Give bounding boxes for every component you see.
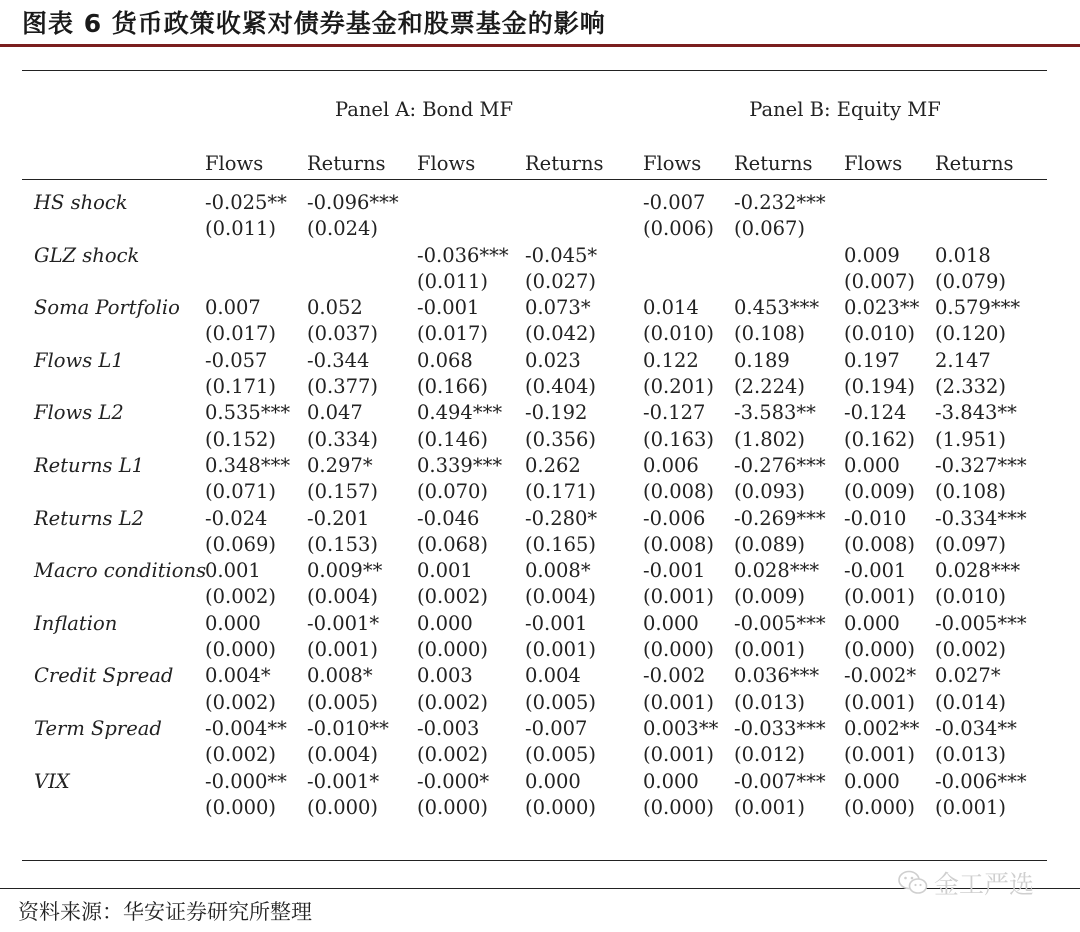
- coefficient-cell: -0.024: [205, 506, 268, 530]
- coefficient-cell: 0.339***: [417, 453, 503, 477]
- coefficient-cell: 0.000: [643, 611, 699, 635]
- standard-error-cell: (0.001): [734, 638, 806, 662]
- standard-error-cell: (0.004): [307, 743, 379, 767]
- coefficient-cell: -3.583**: [734, 401, 816, 425]
- coefficient-cell: -0.007: [643, 191, 706, 214]
- standard-error-cell: (2.332): [935, 375, 1007, 399]
- standard-error-cell: (0.004): [307, 585, 379, 609]
- coefficient-cell: 0.068: [417, 348, 473, 372]
- standard-error-row: [22, 795, 1047, 821]
- standard-error-cell: [205, 269, 307, 295]
- coefficient-row: [22, 506, 1047, 532]
- coefficient-cell: -0.201: [307, 506, 370, 530]
- standard-error-cell: (0.002): [205, 585, 277, 609]
- coefficient-cell: 0.002**: [844, 716, 920, 740]
- panel-b-label: Panel B: Equity MF: [749, 98, 941, 121]
- coefficient-cell: 0.003**: [643, 716, 719, 740]
- coefficient-cell: 0.000: [205, 611, 261, 635]
- variable-name: Macro conditions: [34, 559, 207, 583]
- coefficient-cell: -0.003: [417, 716, 480, 740]
- coefficient-cell: -0.046: [417, 506, 480, 530]
- standard-error-cell: [734, 269, 844, 295]
- standard-error-row: [22, 690, 1047, 716]
- standard-error-cell: (0.002): [205, 690, 277, 714]
- standard-error-cell: (0.010): [844, 322, 916, 346]
- coefficient-cell: -0.192: [525, 401, 588, 425]
- standard-error-cell: (0.166): [417, 375, 489, 399]
- standard-error-cell: (1.951): [935, 427, 1007, 451]
- coefficient-cell: -0.036***: [417, 243, 509, 267]
- standard-error-row: [22, 269, 1047, 295]
- standard-error-cell: (2.224): [734, 375, 806, 399]
- standard-error-cell: (0.002): [935, 638, 1007, 662]
- standard-error-row: [22, 532, 1047, 558]
- standard-error-cell: (0.027): [525, 269, 597, 293]
- coefficient-row: [22, 295, 1047, 321]
- variable-name: Returns L2: [34, 506, 145, 530]
- standard-error-row: [22, 742, 1047, 768]
- standard-error-cell: (0.037): [307, 322, 379, 346]
- panel-header-row: [22, 71, 1047, 149]
- coefficient-cell: -0.004**: [205, 716, 287, 740]
- coefficient-cell: 0.014: [643, 296, 699, 320]
- standard-error-cell: (0.006): [643, 217, 715, 241]
- column-header: Flows: [417, 152, 476, 175]
- coefficient-cell: -0.045*: [525, 243, 598, 267]
- standard-error-cell: (0.002): [417, 690, 489, 714]
- coefficient-cell: [844, 190, 935, 216]
- coefficient-cell: [734, 243, 844, 269]
- coefficient-cell: [417, 190, 525, 216]
- coefficient-cell: 0.000: [643, 769, 699, 793]
- figure-title: 图表 6 货币政策收紧对债券基金和股票基金的影响: [22, 9, 606, 38]
- standard-error-cell: (0.008): [643, 532, 715, 556]
- coefficient-cell: 0.001: [417, 559, 473, 583]
- coefficient-cell: 0.023: [525, 348, 581, 372]
- variable-name: Term Spread: [34, 716, 162, 740]
- standard-error-cell: (0.013): [935, 743, 1007, 767]
- coefficient-cell: 0.297*: [307, 453, 373, 477]
- panel-a-label: Panel A: Bond MF: [334, 98, 514, 121]
- standard-error-cell: (0.069): [205, 532, 277, 556]
- coefficient-cell: -0.001: [844, 559, 907, 583]
- standard-error-cell: (0.108): [935, 480, 1007, 504]
- coefficient-cell: 0.047: [307, 401, 363, 425]
- standard-error-cell: (0.042): [525, 322, 597, 346]
- standard-error-cell: (0.012): [734, 743, 806, 767]
- standard-error-cell: (0.000): [205, 638, 277, 662]
- coefficient-cell: 0.006: [643, 453, 699, 477]
- coefficient-cell: -0.010**: [307, 716, 389, 740]
- variable-name: VIX: [34, 769, 70, 793]
- coefficient-cell: 0.028***: [935, 559, 1021, 583]
- standard-error-cell: (0.108): [734, 322, 806, 346]
- coefficient-cell: -0.269***: [734, 506, 826, 530]
- standard-error-cell: (0.000): [844, 795, 916, 819]
- coefficient-cell: 0.009**: [307, 559, 383, 583]
- coefficient-cell: -0.057: [205, 348, 268, 372]
- column-header-row: [22, 149, 1047, 180]
- coefficient-cell: -0.006: [643, 506, 706, 530]
- standard-error-cell: (0.011): [417, 269, 489, 293]
- coefficient-row: [22, 716, 1047, 742]
- coefficient-row: [22, 400, 1047, 426]
- source-note: 资料来源：华安证券研究所整理: [18, 900, 312, 924]
- standard-error-cell: (0.011): [205, 217, 277, 241]
- coefficient-cell: -3.843**: [935, 401, 1017, 425]
- standard-error-cell: (0.002): [417, 585, 489, 609]
- coefficient-cell: -0.232***: [734, 191, 826, 214]
- coefficient-cell: [935, 190, 1047, 216]
- standard-error-cell: (0.009): [844, 480, 916, 504]
- coefficient-row: [22, 190, 1047, 216]
- standard-error-cell: (0.000): [205, 795, 277, 819]
- standard-error-cell: (0.165): [525, 532, 597, 556]
- coefficient-cell: -0.327***: [935, 453, 1027, 477]
- variable-name: Returns L1: [34, 453, 145, 477]
- coefficient-cell: -0.006***: [935, 769, 1027, 793]
- regression-table: [22, 71, 1047, 821]
- coefficient-cell: -0.001*: [307, 611, 380, 635]
- standard-error-cell: (0.004): [525, 585, 597, 609]
- table-bottom-rule: [22, 860, 1047, 861]
- coefficient-cell: -0.025**: [205, 191, 287, 214]
- coefficient-cell: 0.003: [417, 664, 473, 688]
- standard-error-cell: [525, 216, 643, 242]
- coefficient-cell: -0.002: [643, 664, 706, 688]
- column-header: Flows: [844, 152, 903, 175]
- standard-error-cell: (0.010): [643, 322, 715, 346]
- coefficient-cell: 0.000: [844, 769, 900, 793]
- coefficient-cell: 0.453***: [734, 296, 820, 320]
- standard-error-cell: (0.017): [205, 322, 277, 346]
- standard-error-cell: (0.000): [844, 638, 916, 662]
- coefficient-cell: 0.535***: [205, 401, 291, 425]
- coefficient-cell: -0.344: [307, 348, 370, 372]
- standard-error-cell: [935, 216, 1047, 242]
- coefficient-cell: 0.000: [525, 769, 581, 793]
- variable-name: HS shock: [34, 191, 128, 214]
- coefficient-cell: -0.007: [525, 716, 588, 740]
- coefficient-cell: 0.052: [307, 296, 363, 320]
- standard-error-cell: (0.009): [734, 585, 806, 609]
- standard-error-cell: (0.001): [844, 743, 916, 767]
- standard-error-cell: (0.001): [734, 795, 806, 819]
- standard-error-cell: (0.001): [844, 690, 916, 714]
- coefficient-cell: -0.334***: [935, 506, 1027, 530]
- coefficient-cell: 0.001: [205, 559, 261, 583]
- coefficient-cell: 0.004: [525, 664, 581, 688]
- standard-error-cell: (0.162): [844, 427, 916, 451]
- coefficient-cell: 0.008*: [307, 664, 373, 688]
- standard-error-cell: (0.000): [643, 795, 715, 819]
- coefficient-cell: -0.280*: [525, 506, 598, 530]
- standard-error-cell: (0.005): [307, 690, 379, 714]
- standard-error-cell: (0.001): [525, 638, 597, 662]
- standard-error-cell: (0.097): [935, 532, 1007, 556]
- standard-error-cell: (0.017): [417, 322, 489, 346]
- coefficient-cell: 0.197: [844, 348, 900, 372]
- coefficient-row: [22, 453, 1047, 479]
- coefficient-row: [22, 558, 1047, 584]
- variable-name: Flows L2: [34, 401, 124, 425]
- column-header: Flows: [643, 152, 702, 175]
- standard-error-cell: (0.146): [417, 427, 489, 451]
- standard-error-cell: (0.404): [525, 375, 597, 399]
- standard-error-row: [22, 216, 1047, 242]
- standard-error-cell: (0.008): [643, 480, 715, 504]
- standard-error-cell: (0.001): [643, 743, 715, 767]
- coefficient-cell: 0.008*: [525, 559, 591, 583]
- standard-error-cell: (0.014): [935, 690, 1007, 714]
- column-header: Returns: [935, 152, 1014, 175]
- coefficient-cell: 0.036***: [734, 664, 820, 688]
- coefficient-cell: -0.096***: [307, 191, 399, 214]
- coefficient-cell: -0.007***: [734, 769, 826, 793]
- coefficient-cell: 0.262: [525, 453, 581, 477]
- standard-error-cell: (0.089): [734, 532, 806, 556]
- coefficient-cell: 0.007: [205, 296, 261, 320]
- standard-error-cell: (0.000): [307, 795, 379, 819]
- standard-error-cell: (0.000): [643, 638, 715, 662]
- variable-name: GLZ shock: [34, 243, 140, 267]
- standard-error-cell: (0.070): [417, 480, 489, 504]
- standard-error-cell: (0.000): [525, 795, 597, 819]
- standard-error-cell: (0.005): [525, 743, 597, 767]
- coefficient-cell: 0.579***: [935, 296, 1021, 320]
- standard-error-cell: (0.201): [643, 375, 715, 399]
- coefficient-cell: -0.276***: [734, 453, 826, 477]
- standard-error-cell: (0.002): [417, 743, 489, 767]
- standard-error-cell: (0.171): [525, 480, 597, 504]
- column-header: Returns: [734, 152, 813, 175]
- coefficient-cell: 0.189: [734, 348, 790, 372]
- regression-table-container: [22, 70, 1047, 821]
- standard-error-cell: (0.002): [205, 743, 277, 767]
- coefficient-cell: -0.010: [844, 506, 907, 530]
- coefficient-cell: [643, 243, 734, 269]
- coefficient-cell: 0.494***: [417, 401, 503, 425]
- coefficient-cell: 0.004*: [205, 664, 271, 688]
- coefficient-row: [22, 663, 1047, 689]
- standard-error-cell: [307, 269, 417, 295]
- standard-error-cell: (0.001): [935, 795, 1007, 819]
- standard-error-cell: (0.013): [734, 690, 806, 714]
- variable-name: Flows L1: [34, 348, 124, 372]
- standard-error-cell: (0.163): [643, 427, 715, 451]
- standard-error-row: [22, 374, 1047, 400]
- coefficient-cell: [205, 243, 307, 269]
- coefficient-cell: 0.027*: [935, 664, 1001, 688]
- standard-error-cell: (0.001): [643, 690, 715, 714]
- coefficient-cell: 0.009: [844, 243, 900, 267]
- standard-error-cell: (0.356): [525, 427, 597, 451]
- standard-error-cell: (0.171): [205, 375, 277, 399]
- standard-error-row: [22, 321, 1047, 347]
- standard-error-cell: (0.068): [417, 532, 489, 556]
- coefficient-cell: -0.005***: [734, 611, 826, 635]
- standard-error-cell: [844, 216, 935, 242]
- standard-error-cell: (0.153): [307, 532, 379, 556]
- standard-error-cell: (0.334): [307, 427, 379, 451]
- standard-error-cell: (0.010): [935, 585, 1007, 609]
- standard-error-cell: (0.377): [307, 375, 379, 399]
- coefficient-cell: 0.348***: [205, 453, 291, 477]
- standard-error-cell: (0.005): [525, 690, 597, 714]
- standard-error-cell: [417, 216, 525, 242]
- column-header: Flows: [205, 152, 264, 175]
- standard-error-cell: (0.000): [417, 795, 489, 819]
- coefficient-cell: [525, 190, 643, 216]
- coefficient-cell: -0.005***: [935, 611, 1027, 635]
- column-header: Returns: [525, 152, 604, 175]
- standard-error-cell: (0.024): [307, 217, 379, 241]
- coefficient-cell: -0.124: [844, 401, 907, 425]
- coefficient-cell: 2.147: [935, 348, 991, 372]
- standard-error-row: [22, 584, 1047, 610]
- standard-error-cell: (0.071): [205, 480, 277, 504]
- title-divider: [0, 44, 1080, 47]
- coefficient-cell: 0.028***: [734, 559, 820, 583]
- standard-error-row: [22, 479, 1047, 505]
- variable-name: Inflation: [34, 611, 118, 635]
- standard-error-cell: (0.093): [734, 480, 806, 504]
- watermark-text: 金工严选: [934, 870, 1035, 899]
- coefficient-cell: 0.018: [935, 243, 991, 267]
- coefficient-cell: 0.000: [844, 611, 900, 635]
- standard-error-cell: (0.152): [205, 427, 277, 451]
- coefficient-cell: -0.033***: [734, 716, 826, 740]
- coefficient-cell: -0.034**: [935, 716, 1017, 740]
- standard-error-cell: (0.000): [417, 638, 489, 662]
- standard-error-cell: (0.001): [844, 585, 916, 609]
- coefficient-cell: -0.001*: [307, 769, 380, 793]
- table-body: [22, 190, 1047, 821]
- variable-name: Soma Portfolio: [34, 296, 180, 320]
- variable-name: Credit Spread: [34, 664, 174, 688]
- coefficient-cell: 0.000: [417, 611, 473, 635]
- coefficient-cell: -0.000*: [417, 769, 490, 793]
- coefficient-cell: 0.122: [643, 348, 699, 372]
- coefficient-cell: 0.023**: [844, 296, 920, 320]
- watermark: [898, 866, 1034, 900]
- coefficient-cell: -0.001: [417, 296, 480, 320]
- standard-error-cell: (0.079): [935, 269, 1007, 293]
- standard-error-cell: (0.067): [734, 217, 806, 241]
- standard-error-cell: (0.157): [307, 480, 379, 504]
- coefficient-cell: -0.000**: [205, 769, 287, 793]
- standard-error-cell: (0.001): [307, 638, 379, 662]
- standard-error-cell: (0.007): [844, 269, 916, 293]
- coefficient-row: [22, 243, 1047, 269]
- coefficient-row: [22, 348, 1047, 374]
- coefficient-cell: 0.073*: [525, 296, 591, 320]
- coefficient-cell: -0.001: [643, 559, 706, 583]
- coefficient-row: [22, 769, 1047, 795]
- standard-error-cell: (0.008): [844, 532, 916, 556]
- coefficient-cell: -0.127: [643, 401, 706, 425]
- standard-error-cell: (1.802): [734, 427, 806, 451]
- standard-error-cell: (0.120): [935, 322, 1007, 346]
- coefficient-cell: -0.001: [525, 611, 588, 635]
- coefficient-cell: [307, 243, 417, 269]
- standard-error-cell: (0.194): [844, 375, 916, 399]
- coefficient-cell: -0.002*: [844, 664, 917, 688]
- standard-error-row: [22, 637, 1047, 663]
- standard-error-cell: (0.001): [643, 585, 715, 609]
- standard-error-cell: [643, 269, 734, 295]
- standard-error-row: [22, 427, 1047, 453]
- coefficient-cell: 0.000: [844, 453, 900, 477]
- column-header: Returns: [307, 152, 386, 175]
- wechat-icon: [898, 870, 928, 896]
- coefficient-row: [22, 611, 1047, 637]
